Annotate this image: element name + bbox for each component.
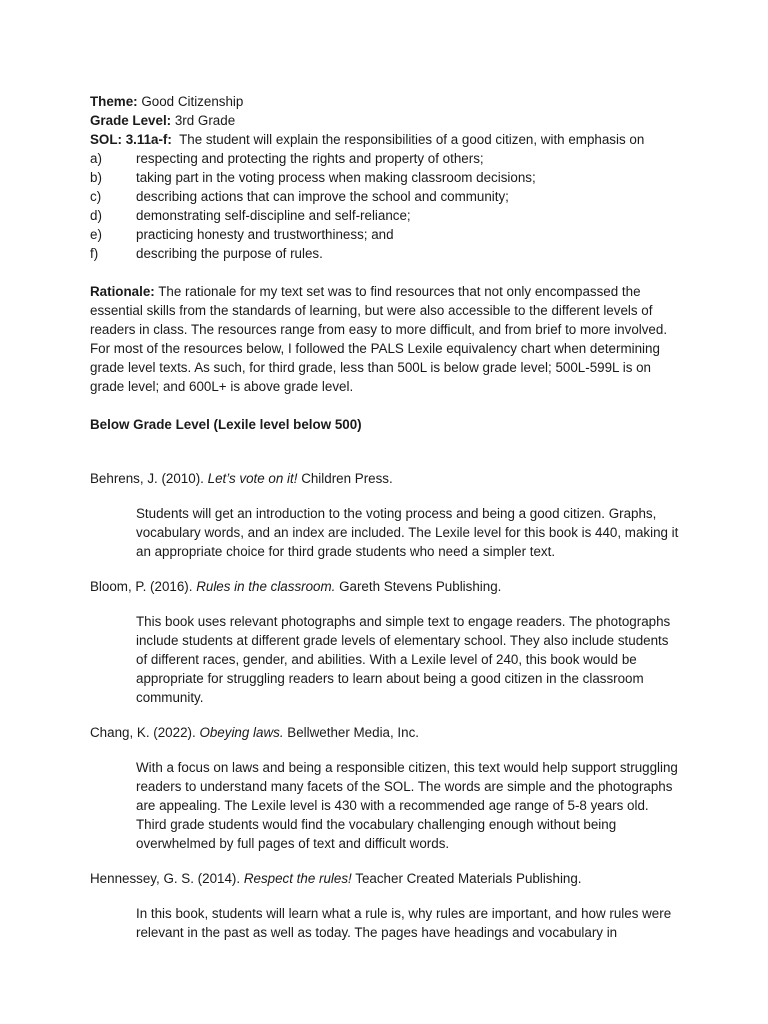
sol-intro: The student will explain the responsibilities of a good citizen, with emphasis on [179,132,645,147]
sol-list [90,149,680,263]
sol-list-item [90,187,680,206]
document-body [90,92,680,942]
citation-publisher: Teacher Created Materials Publishing. [355,871,582,886]
citation-author: Hennessey, G. S. (2014). [90,871,241,886]
grade-level-line [90,111,680,130]
grade-level-value: 3rd Grade [174,113,236,128]
spacer [90,263,680,282]
citation-title: Obeying laws. [199,725,284,740]
citation-summary: With a focus on laws and being a responsible citizen, this text would help support struggling readers to understand many facets of the SOL. The words are simple and the photographs are appealing. The Lexile level is 430 with a recommended age range of 5-8 years old. Third grade students would find the vocabulary challenging enough without being overwhelmed by full pages of text and difficult words. [136,760,678,851]
sol-item-text: respecting and protecting the rights and property of others; [136,151,484,166]
citation-author: Behrens, J. (2010). [90,471,204,486]
sol-list-item [90,149,680,168]
sol-item-letter: d) [90,208,102,223]
citation [90,577,680,596]
citation [90,723,680,742]
rationale-text: The rationale for my text set was to find resources that not only encompassed the essential skills from the standards of learning, but were also accessible to the different levels of readers in class. The resources range from easy to more difficult, and from brief to more involved. For most of the resources below, I followed the PALS Lexile equivalency chart when determining grade level texts. As such, for third grade, less than 500L is below grade level; 500L-599L is on grade level; and 600L+ is above grade level. [90,284,668,394]
sol-list-item [90,168,680,187]
citation-author: Bloom, P. (2016). [90,579,193,594]
citation-publisher: Bellwether Media, Inc. [287,725,420,740]
sol-item-text: demonstrating self-discipline and self-reliance; [136,208,411,223]
sol-item-text: describing actions that can improve the school and community; [136,189,509,204]
sol-item-text: describing the purpose of rules. [136,246,323,261]
citation-publisher: Gareth Stevens Publishing. [339,579,502,594]
sol-item-letter: a) [90,151,102,166]
sol-line [90,130,680,149]
sol-label: SOL: 3.11a-f: [90,132,172,147]
citation-summary: Students will get an introduction to the voting process and being a good citizen. Graphs, vocabulary words, and an index are included. The Lexile level for this book is 440, making it an appropriate choice for third grade students who need a simpler text. [136,506,679,559]
citation [90,469,680,488]
sol-list-item [90,206,680,225]
sol-list-item [90,225,680,244]
citation [90,869,680,888]
citation-summary: In this book, students will learn what a rule is, why rules are important, and how rules were relevant in the past as well as today. The pages have headings and vocabulary in [136,906,672,940]
sol-item-letter: c) [90,189,102,204]
citation-author: Chang, K. (2022). [90,725,196,740]
sol-item-text: practicing honesty and trustworthiness; and [136,227,394,242]
grade-level-label: Grade Level: [90,113,172,128]
sol-item-letter: f) [90,246,99,261]
citation-title: Rules in the classroom. [196,579,336,594]
sol-item-letter: e) [90,227,102,242]
citation-publisher: Children Press. [301,471,393,486]
sol-item-text: taking part in the voting process when making classroom decisions; [136,170,536,185]
section-heading: Below Grade Level (Lexile level below 500) [90,417,362,432]
theme-value: Good Citizenship [141,94,244,109]
sol-list-item [90,244,680,263]
theme-line [90,92,680,111]
citation-title: Respect the rules! [243,871,352,886]
spacer [90,396,680,415]
citation-summary: This book uses relevant photographs and simple text to engage readers. The photographs include students at different grade levels of elementary school. They also include students of different races, gender, and abilities. With a Lexile level of 240, this book would be appropriate for struggling readers to learn about being a good citizen in the classroom community. [136,614,671,705]
citation-title: Let’s vote on it! [207,471,298,486]
rationale-paragraph [90,282,680,396]
rationale-label: Rationale: [90,284,155,299]
theme-label: Theme: [90,94,138,109]
sol-item-letter: b) [90,170,102,185]
